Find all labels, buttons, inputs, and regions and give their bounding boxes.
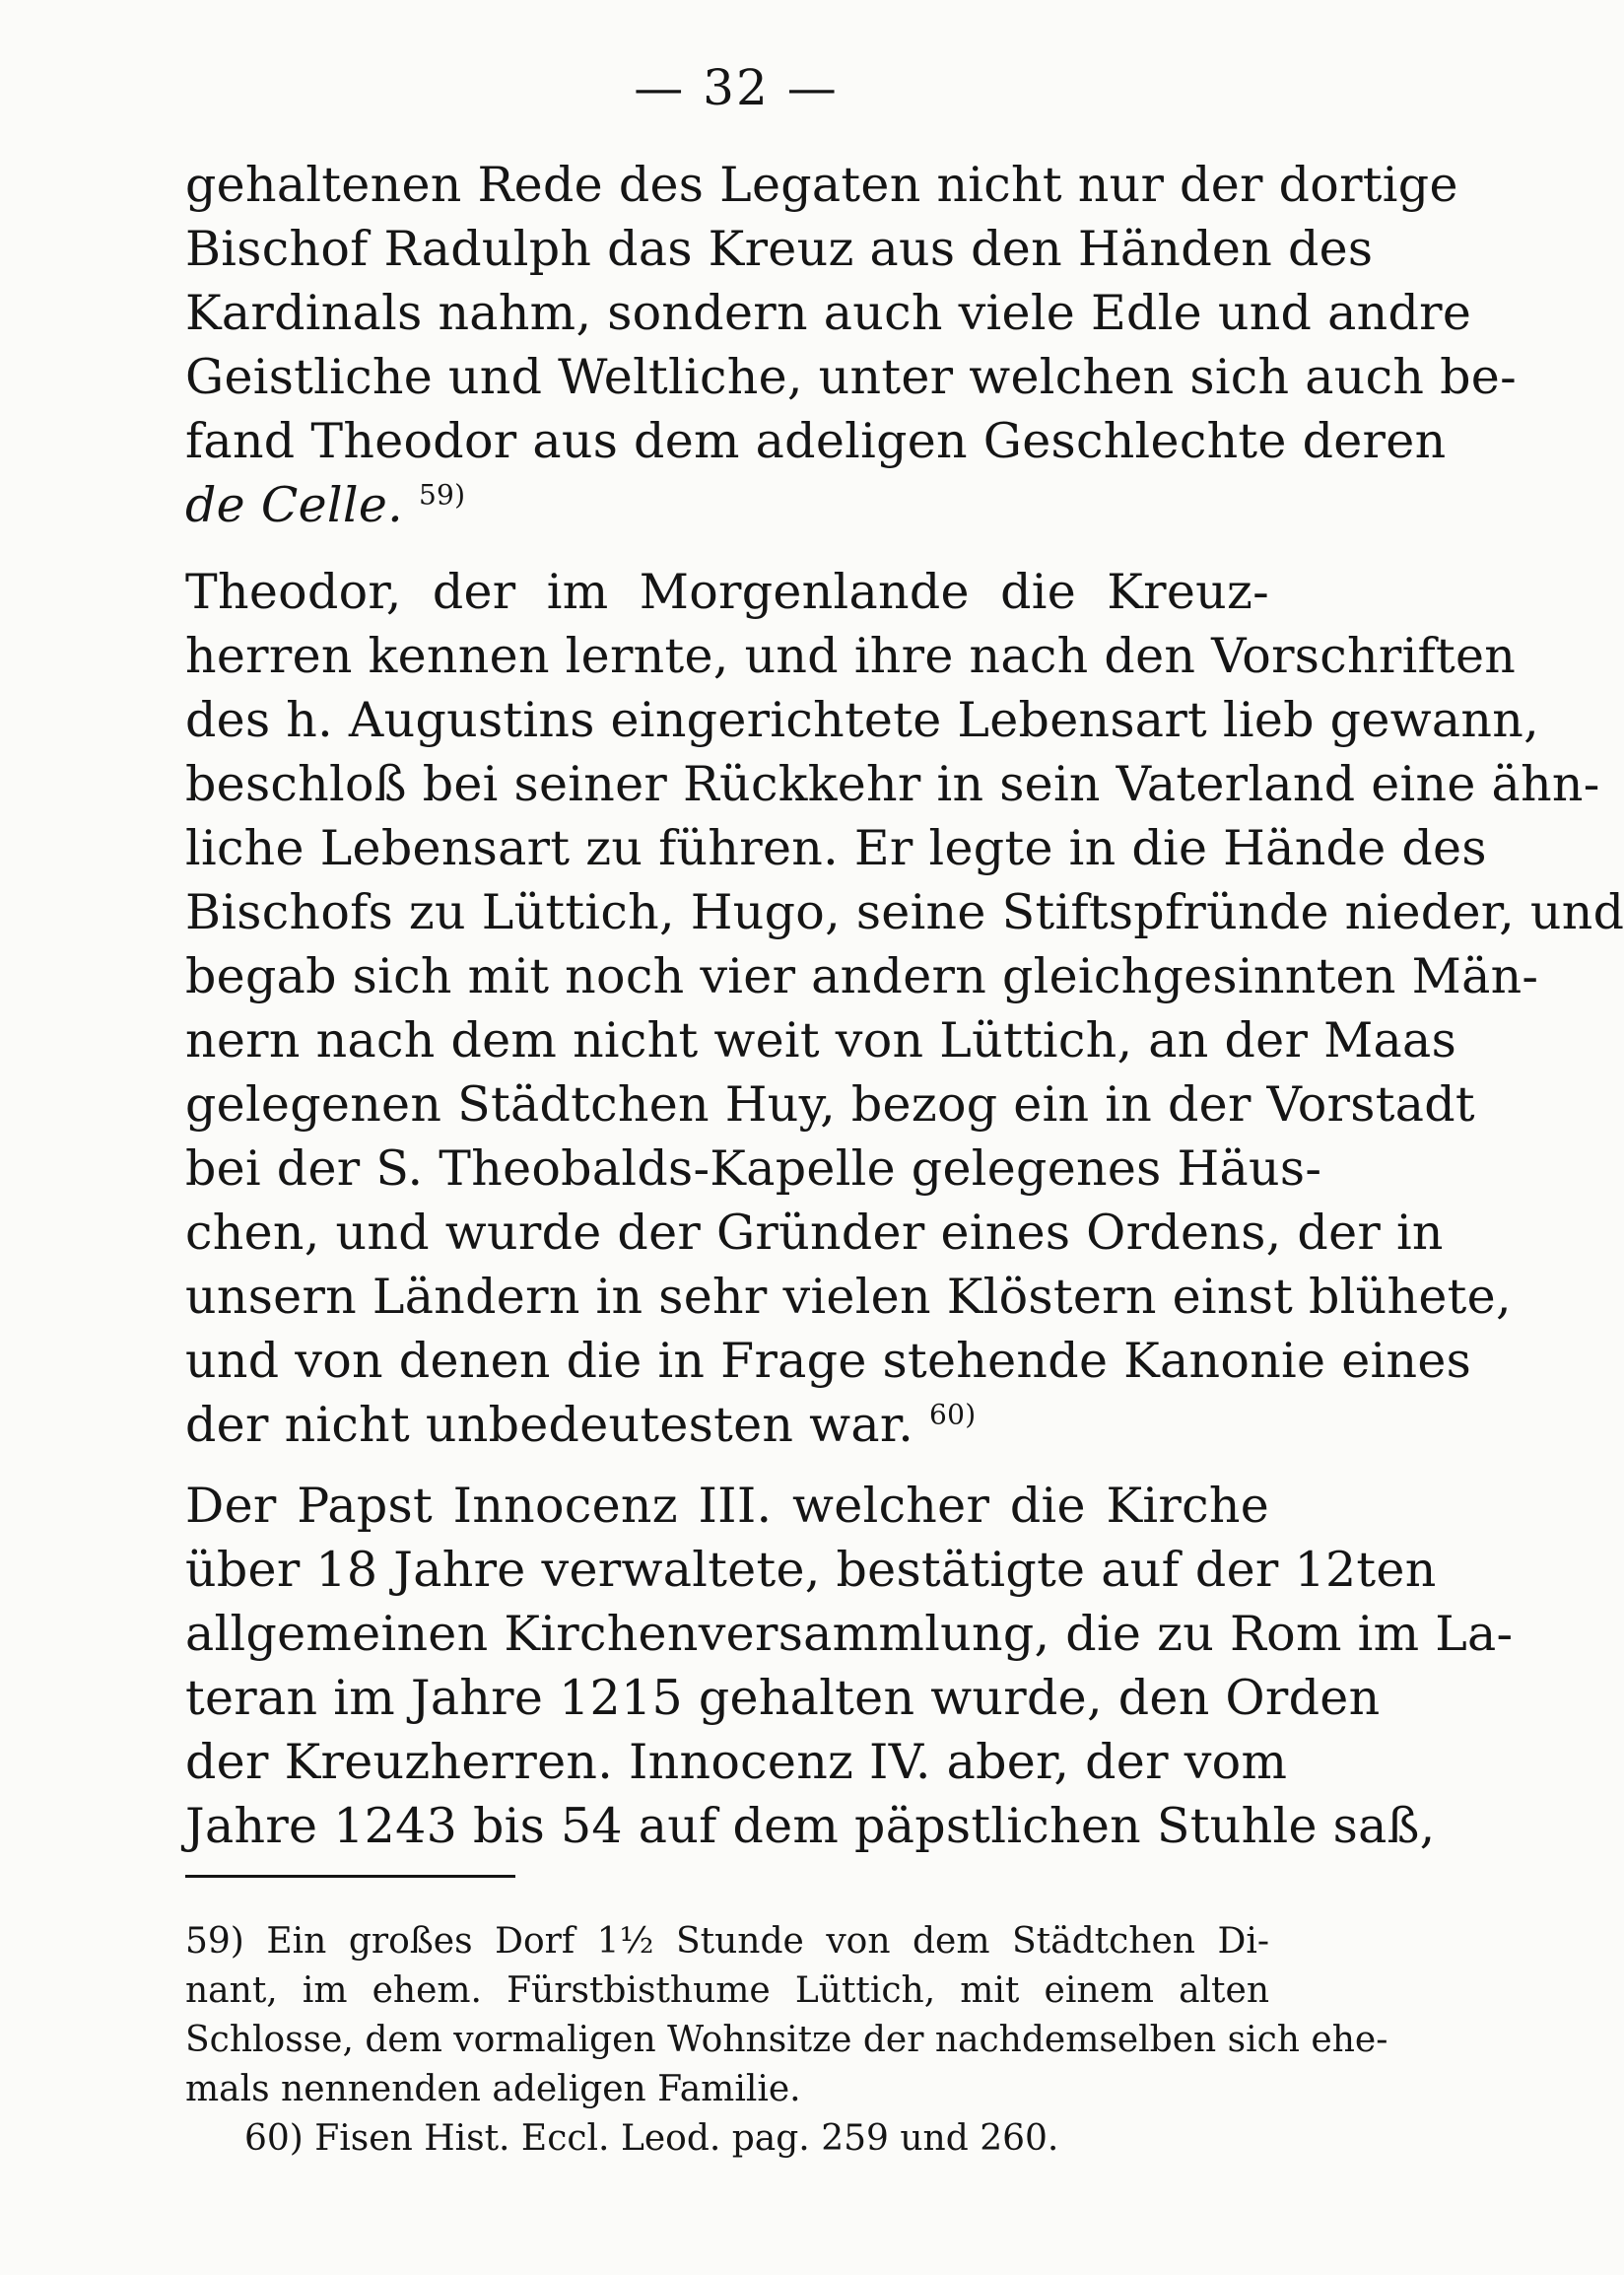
footnote-line: Schlosse, dem vormaligen Wohnsitze der nachdemselben sich ehe- xyxy=(185,2020,1388,2060)
text-line: Der Papst Innocenz III. welcher die Kirche xyxy=(185,1478,1269,1534)
footnote-line: mals nennenden adeligen Familie. xyxy=(185,2069,801,2109)
text-line: liche Lebensart zu führen. Er legte in die Hände des xyxy=(185,820,1487,876)
paragraph-1 xyxy=(185,153,1517,537)
paragraph-2 xyxy=(185,560,1624,1457)
text-line: Kardinals nahm, sondern auch viele Edle und andre xyxy=(185,285,1472,341)
footnote-59 xyxy=(185,1917,1388,2114)
footnote-ref[interactable]: 60) xyxy=(928,1398,977,1431)
text-line: und von denen die in Frage stehende Kanonie eines xyxy=(185,1333,1472,1389)
text-line: herren kennen lernte, und ihre nach den Vorschriften xyxy=(185,628,1517,684)
footnote-line: 60) Fisen Hist. Eccl. Leod. pag. 259 und 260. xyxy=(244,2118,1059,2159)
text-line: chen, und wurde der Gründer eines Ordens, der in xyxy=(185,1205,1444,1261)
paragraph-3 xyxy=(185,1474,1514,1858)
text-line: des h. Augustins eingerichtete Lebensart lieb gewann, xyxy=(185,692,1539,748)
footnote-separator xyxy=(185,1875,515,1878)
text-line: nern nach dem nicht weit von Lüttich, an der Maas xyxy=(185,1012,1457,1069)
text-line: gehaltenen Rede des Legaten nicht nur der dortige xyxy=(185,157,1458,213)
footnotes xyxy=(185,1917,1388,2164)
text-line: Jahre 1243 bis 54 auf dem päpstlichen Stuhle saß, xyxy=(185,1798,1436,1854)
text-line: allgemeinen Kirchenversammlung, die zu Rom im La- xyxy=(185,1606,1514,1662)
text-line: fand Theodor aus dem adeligen Geschlechte deren xyxy=(185,413,1447,469)
text-line xyxy=(185,1393,1269,1457)
text-line: über 18 Jahre verwaltete, bestätigte auf der 12ten xyxy=(185,1542,1437,1598)
page-number: — 32 — xyxy=(634,59,839,116)
text-line: der Kreuzherren. Innocenz IV. aber, der vom xyxy=(185,1734,1288,1790)
text-line: begab sich mit noch vier andern gleichgesinnten Män- xyxy=(185,948,1539,1004)
text-line: Theodor, der im Morgenlande die Kreuz- xyxy=(185,564,1269,620)
footnote-60 xyxy=(185,2114,1269,2164)
text-line: teran im Jahre 1215 gehalten wurde, den Orden xyxy=(185,1670,1381,1726)
text-line: beschloß bei seiner Rückkehr in sein Vaterland eine ähn- xyxy=(185,756,1600,812)
italic-text: de Celle. xyxy=(185,477,404,533)
footnote-ref[interactable]: 59) xyxy=(418,478,466,512)
text-line: Bischofs zu Lüttich, Hugo, seine Stiftspfründe nieder, und xyxy=(185,884,1624,940)
text-line: bei der S. Theobalds-Kapelle gelegenes Häus- xyxy=(185,1140,1322,1197)
footnote-line: nant, im ehem. Fürstbisthume Lüttich, mit einem alten xyxy=(185,1970,1269,2011)
text-line: unsern Ländern in sehr vielen Klöstern einst blühete, xyxy=(185,1269,1512,1325)
text-fragment: der nicht unbedeutesten war. xyxy=(185,1397,914,1453)
text-line xyxy=(185,473,1269,537)
footnote-line: 59) Ein großes Dorf 1½ Stunde von dem Städtchen Di- xyxy=(185,1921,1269,1962)
text-line: Bischof Radulph das Kreuz aus den Händen des xyxy=(185,221,1374,277)
text-line: gelegenen Städtchen Huy, bezog ein in der Vorstadt xyxy=(185,1076,1475,1133)
text-line: Geistliche und Weltliche, unter welchen sich auch be- xyxy=(185,349,1517,405)
